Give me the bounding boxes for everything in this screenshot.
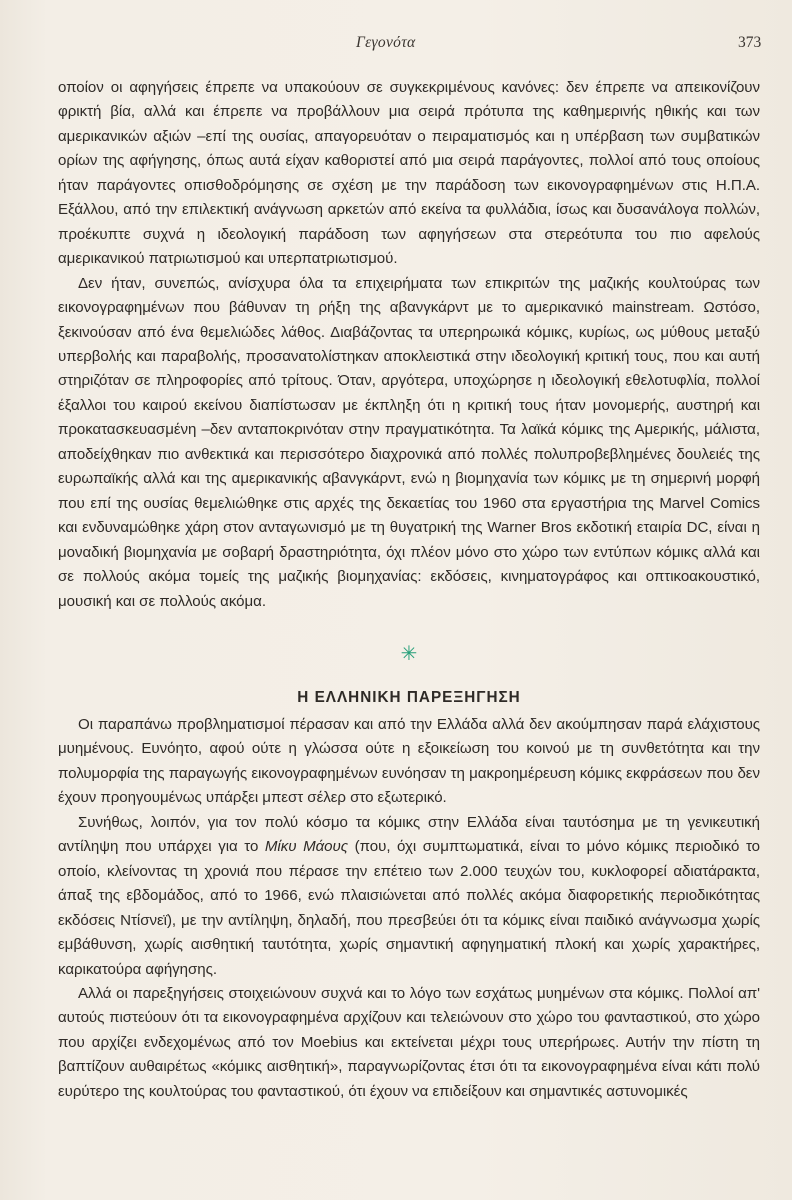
running-head — [0, 34, 792, 56]
page-number: 373 — [738, 34, 762, 51]
paragraph-3: Οι παραπάνω προβληματισμοί πέρασαν και από την Ελλάδα αλλά δεν ακούμπησαν παρά ελάχιστους μυημένους. Ευνόητο, αφού ούτε η γλώσσα ούτε η εξοικείωση του κοινού με τη συνθετότητα και την πολυμορφία της παραγωγής εικονογραφημένων ευνόησαν τη μακροημέρευση κόμικς εκφράσεων που δεν έχουν προηγουμένως υπάρξει μπεστ σέλερ στο εξωτερικό. — [58, 715, 760, 807]
paragraph-4-text-start: Συνήθως, λοιπόν, για τον πολύ κόσμο τα κόμικς στην Ελλάδα είναι ταυτόσημα με τη γενικευτική αντίληψη που υπάρχει για το — [58, 813, 760, 856]
running-head-title: Γεγονότα — [356, 34, 416, 51]
paragraph-2: Δεν ήταν, συνεπώς, ανίσχυρα όλα τα επιχειρήματα των επικριτών της μαζικής κουλτούρας των εικονογραφημένων που βάθυναν τη ρήξη της αβανγκάρντ με το αμερικανικό mainstream. Ωστόσο, ξεκινούσαν από ένα θεμελιώδες λάθος. Διαβάζοντας τα υπερηρωικά κόμικς, κυρίως, ως μύθους μεταξύ υπερβολής και παραβολής, προσανατολίστηκαν αποκλειστικά στην ιδεολογική κριτική τους, που και αυτή στηριζόταν σε πληροφορίες από τρίτους. Όταν, αργότερα, υποχώρησε η ιδεολογική εθελοτυφλία, πολλοί έξαλλοι του καιρού εκείνου διαπίστωσαν με έκπληξη ότι η κριτική τους ήταν μονομερής, αυστηρή και προκατασκευασμένη –δεν ανταποκρινόταν στην πραγματικότητα. Τα λαϊκά κόμικς της Αμερικής, μάλιστα, αποδείχθηκαν πιο ανθεκτικά και περισσότερο διαχρονικά από πολλές πολυπροβεβλημένες δουλειές της ευρωπαϊκής αλλά και της αμερικανικής αβανγκάρντ, ενώ η βιομηχανία των κόμικς με τη σημερινή μορφή που επί της ουσίας θεμελιώθηκε στις αρχές της δεκαετίας του 1960 στα εργαστήρια της Marvel Comics και ενδυναμώθηκε χάρη στον ανταγωνισμό με τη θυγατρική της Warner Bros εκδοτική εταιρία DC, είναι η μοναδική βιομηχανία με σοβαρή δραστηριότητα, όχι πλέον μόνο στο χώρο των εντύπων κόμικς αλλά και σε πολλούς ακόμα τομείς της μαζικής βιομηχανίας: εκδόσεις, κινηματογράφος και οπτικοακουστικό, μουσική και σε πολλούς ακόμα. — [58, 274, 760, 610]
section-divider-asterisk-icon: ✳ — [400, 642, 418, 665]
paragraph-4 — [58, 811, 760, 982]
paragraph-1: οποίον οι αφηγήσεις έπρεπε να υπακούουν σε συγκεκριμένους κανόνες: δεν έπρεπε να απεικονίζουν φρικτή βία, αλλά και έπρεπε να προβάλλουν μια σειρά πρότυπα της καθημερινής ηθικής και των αμερικανικών αξιών –επί της ουσίας, απαγορευόταν ο πειραματισμός και η υπέρβαση των συμβατικών ορίων της αφήγησης, όπως αυτά είχαν καθοριστεί από μια σειρά παράγοντες, πολλοί από τους οποίους ήταν παράγοντες οπισθοδρόμησης σε σχέση με την παράδοση των εικονογραφημένων στις Η.Π.Α. Εξάλλου, από την επιλεκτική ανάγνωση αρκετών από εκείνα τα φυλλάδια, ίσως και δυσανάλογα πολλών, προέκυπτε συχνά η ιδεολογική παράδοση των αφηγήσεων στα στερεότυπα του πιο αφελούς αμερικανικού πατριωτισμού και υπερπατριωτισμού. — [58, 79, 760, 268]
section-heading: Η ΕΛΛΗΝΙΚΗ ΠΑΡΕΞΗΓΗΣΗ — [297, 688, 521, 706]
paragraph-4-text-end: (που, όχι συμπτωματικά, είναι το μόνο κόμικς περιοδικό το οποίο, κλείνοντας τη χρονιά που πέρασε την επέτειο των 2.000 τευχών του, κυκλοφορεί αδιατάρακτα, άπαξ της εβδομάδος, από το 1966, ενώ πλαισιώνεται από πολλές ακόμα διαφορετικής περιοδικότητας εκδόσεις Ντίσνεϊ), με την αντίληψη, δηλαδή, που πρεσβεύει ότι τα κόμικς είναι παιδικό ανάγνωσμα χωρίς εμβάθυνση, χωρίς αισθητική ταυτότητα, χωρίς σημαντική αφηγηματική πλοκή και χωρίς χαρακτήρες, καρικατούρα αφήγησης. — [58, 838, 760, 978]
body-text — [58, 76, 760, 1104]
paragraph-5: Αλλά οι παρεξηγήσεις στοιχειώνουν συχνά και το λόγο των εσχάτως μυημένων στα κόμικς. Πολλοί απ' αυτούς πιστεύουν ότι τα εικονογραφημένα αρχίζουν και τελειώνουν στο χώρο του φανταστικού, στο χώρο που αρχίζει ενδεχομένως από τον Moebius και εκτείνεται μέχρι τους υπερήρωες. Αυτήν την πίστη τη βαπτίζουν αυθαιρέτως «κόμικς αισθητική», παραγνωρίζοντας έτσι ότι τα εικονογραφημένα είναι κάτι πολύ ευρύτερο της κουλτούρας του φανταστικού, ότι έχουν να επιδείξουν και σημαντικές αστυνομικές — [58, 984, 760, 1100]
paragraph-4-italic-title: Μίκυ Μάους — [264, 838, 349, 856]
